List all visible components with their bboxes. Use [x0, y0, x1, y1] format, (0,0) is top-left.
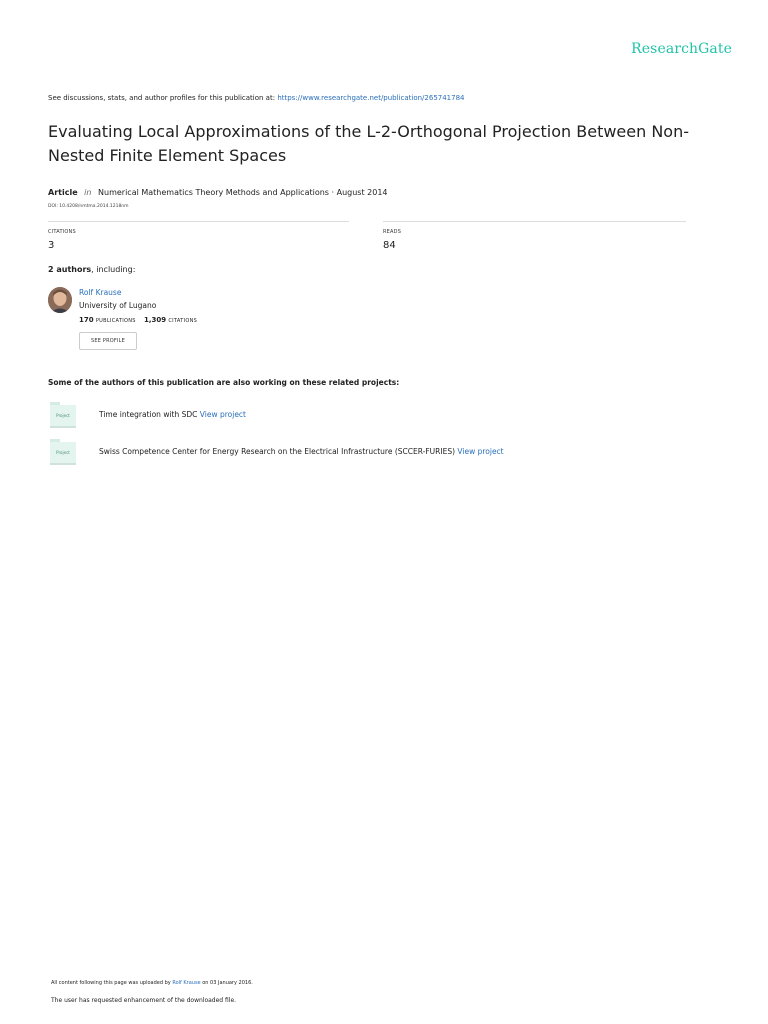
author-photo-icon [48, 287, 72, 313]
project-item [48, 402, 528, 428]
discussion-line [48, 94, 465, 102]
upload-prefix: All content following this page was uploaded by [51, 980, 171, 986]
author-stats [79, 316, 203, 324]
project-badge-icon[interactable] [50, 439, 76, 463]
author-avatar[interactable] [48, 287, 72, 313]
author-institution: University of Lugano [79, 301, 157, 310]
project-title: Time integration with SDC [99, 410, 198, 419]
discussion-prefix: See discussions, stats, and author profiles for this publication at: [48, 94, 276, 102]
author-name-link[interactable]: Rolf Krause [79, 288, 122, 297]
authors-summary [48, 265, 135, 274]
authors-suffix: , including: [91, 265, 136, 274]
badge-label: Project [50, 442, 76, 465]
doi: DOI: 10.4208/nmtma.2014.1218nm [48, 204, 129, 209]
in-label: in [84, 188, 92, 197]
project-text [99, 447, 504, 456]
publication-meta [48, 188, 388, 197]
citations-value: 3 [48, 240, 55, 251]
divider-left [48, 221, 349, 222]
uploader-link[interactable]: Rolf Krause [172, 980, 201, 986]
project-item [48, 439, 528, 465]
view-project-link[interactable]: View project [199, 410, 246, 419]
publication-url-link[interactable]: https://www.researchgate.net/publication/265741784 [277, 94, 465, 102]
upload-suffix: on 03 January 2016. [202, 980, 253, 986]
badge-label: Project [50, 405, 76, 428]
author-publications-count: 170 [79, 316, 94, 324]
publication-title: Evaluating Local Approximations of the L-2-Orthogonal Projection Between Non-Nested Finite Element Spaces [48, 122, 690, 165]
project-badge-icon[interactable] [50, 402, 76, 426]
enhancement-note: The user has requested enhancement of the downloaded file. [51, 997, 237, 1004]
publication-type: Article [48, 188, 78, 197]
author-citations-label: CITATIONS [168, 318, 198, 324]
authors-count: 2 authors [48, 265, 92, 274]
reads-value: 84 [383, 240, 396, 251]
see-profile-button[interactable]: SEE PROFILE [79, 332, 137, 350]
divider-right [383, 221, 686, 222]
related-projects-heading: Some of the authors of this publication are also working on these related projects: [48, 378, 400, 387]
project-text [99, 410, 246, 419]
view-project-link[interactable]: View project [457, 447, 504, 456]
citations-label: CITATIONS [48, 229, 76, 235]
publication-venue: Numerical Mathematics Theory Methods and Applications · August 2014 [98, 188, 388, 197]
author-citations-count: 1,309 [143, 316, 167, 324]
upload-note [51, 980, 253, 986]
project-title: Swiss Competence Center for Energy Research on the Electrical Infrastructure (SCCER-FURIES) [99, 447, 456, 456]
researchgate-logo[interactable]: ResearchGate [631, 41, 732, 57]
reads-label: READS [383, 229, 402, 235]
author-publications-label: PUBLICATIONS [95, 318, 136, 324]
